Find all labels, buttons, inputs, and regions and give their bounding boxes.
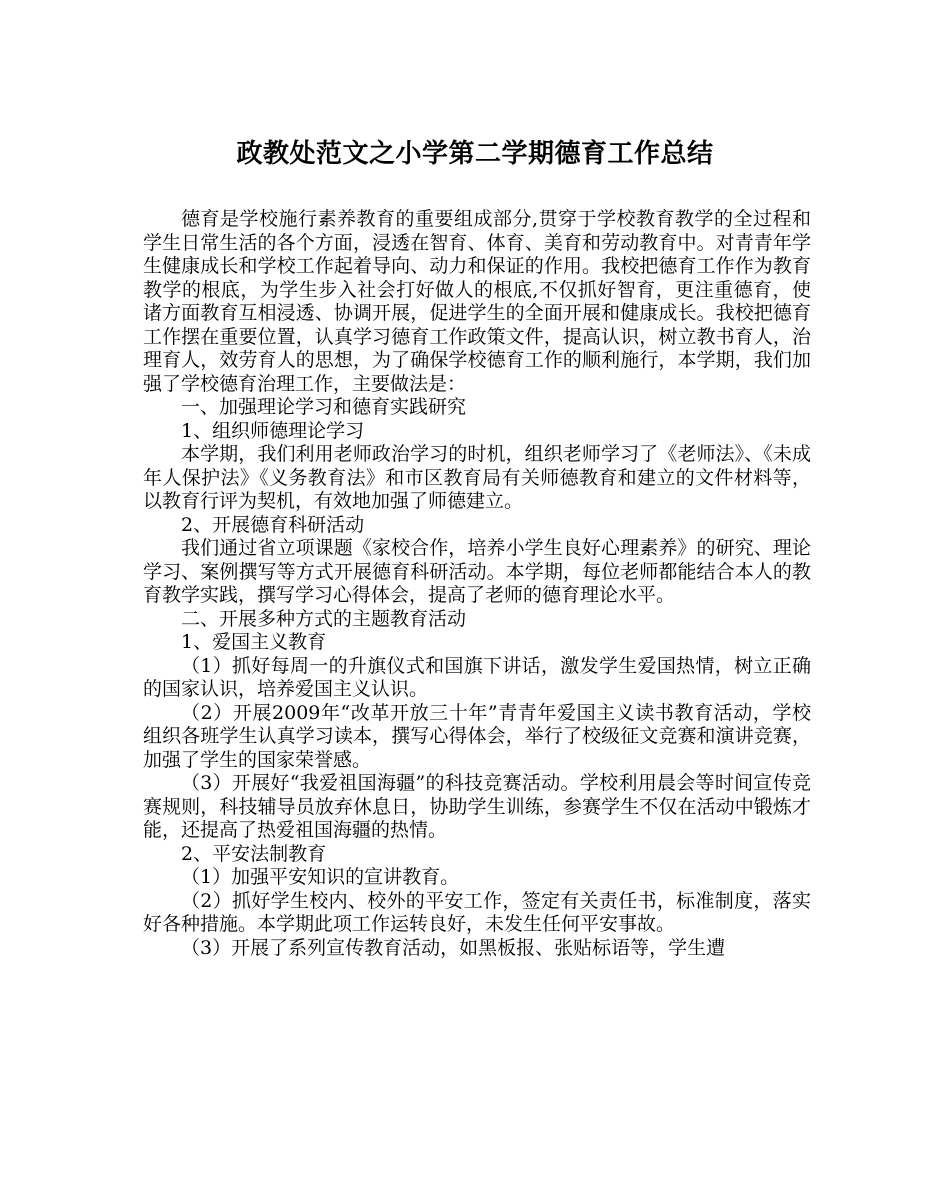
- document-body: [143, 208, 811, 960]
- subsection-heading-1-1: 1、组织师德理论学习: [181, 419, 365, 442]
- list-item: （2）开展2009年“改革开放三十年”青青年爱国主义读书教育活动，学校组织各班学生认真学习读本，撰写心得体会，举行了校级征文竞赛和演讲竞赛，加强了学生的国家荣誉感。: [143, 701, 811, 771]
- list-item: （3）开展了系列宣传教育活动，如黑板报、张贴标语等，学生遭: [181, 936, 726, 959]
- list-item: （2）抓好学生校内、校外的平安工作，签定有关责任书，标准制度，落实好各种措施。本学期此项工作运转良好，未发生任何平安事故。: [143, 889, 811, 935]
- list-item: （3）开展好“我爱祖国海疆”的科技竞赛活动。学校利用晨会等时间宣传竞赛规则，科技辅导员放弃休息日，协助学生训练，参赛学生不仅在活动中锻炼才能，还提高了热爱祖国海疆的热情。: [143, 772, 811, 841]
- section-heading-2: 二、开展多种方式的主题教育活动: [181, 607, 467, 630]
- paragraph: 本学期，我们利用老师政治学习的时机，组织老师学习了《老师法》、《未成年人保护法》《义务教育法》和市区教育局有关师德教育和建立的文件材料等，以教育行评为契机，有效地加强了师德建立。: [143, 443, 811, 512]
- list-item: （1）抓好每周一的升旗仪式和国旗下讲话，激发学生爱国热情，树立正确的国家认识，培养爱国主义认识。: [143, 654, 811, 700]
- paragraph-intro: 德育是学校施行素养教育的重要组成部分,贯穿于学校教育教学的全过程和学生日常生活的各个方面，浸透在智育、体育、美育和劳动教育中。对青青年学生健康成长和学校工作起着导向、动力和保证的作用。我校把德育工作作为教育教学的根底，为学生步入社会打好做人的根底,不仅抓好智育，更注重德育，使诸方面教育互相浸透、协调开展，促进学生的全面开展和健康成长。我校把德育工作摆在重要位置，认真学习德育工作政策文件，提高认识，树立教书育人，治理育人，效劳育人的思想，为了确保学校德育工作的顺利施行，本学期，我们加强了学校德育治理工作，主要做法是：: [143, 208, 811, 395]
- document-title: 政教处范文之小学第二学期德育工作总结: [236, 139, 714, 169]
- section-heading-1: 一、加强理论学习和德育实践研究: [181, 396, 467, 418]
- subsection-heading-2-1: 1、爱国主义教育: [181, 631, 327, 653]
- list-item: （1）加强平安知识的宣讲教育。: [181, 866, 460, 888]
- paragraph: 我们通过省立项课题《家校合作，培养小学生良好心理素养》的研究、理论学习、案例撰写等方式开展德育科研活动。本学期，每位老师都能结合本人的教育教学实践，撰写学习心得体会，提高了老师的德育理论水平。: [143, 537, 811, 606]
- subsection-heading-1-2: 2、开展德育科研活动: [181, 513, 365, 536]
- subsection-heading-2-2: 2、平安法制教育: [181, 842, 327, 865]
